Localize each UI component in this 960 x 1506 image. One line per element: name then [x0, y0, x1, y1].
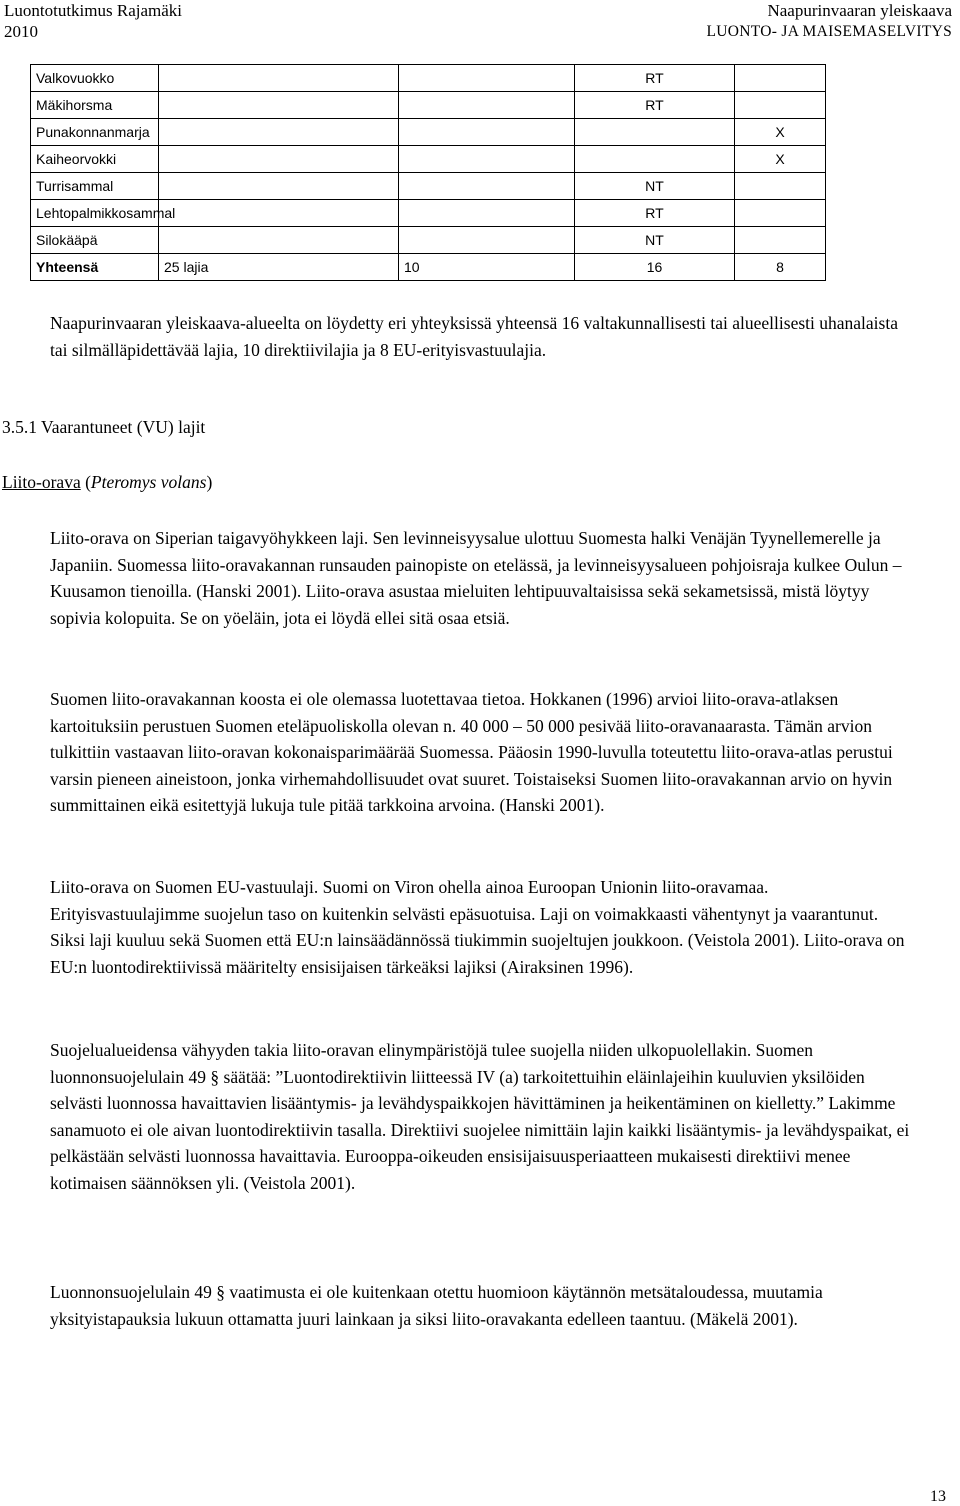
- species-count-cell: [399, 65, 575, 92]
- species-name-cell: Silokääpä: [31, 227, 159, 254]
- summary-text: Naapurinvaaran yleiskaava-alueelta on löydetty eri yhteyksissä yhteensä 16 valtakunnallisesti tai alueellisesti uhanalaista tai silmälläpidettävää lajia, 10 direktiivilajia ja 8 EU-erityisvastuulajia.: [50, 313, 898, 360]
- species-count-cell: [399, 200, 575, 227]
- table-row: [31, 146, 826, 173]
- total-x: 8: [735, 254, 826, 281]
- total-count: 10: [399, 254, 575, 281]
- species-table: [30, 64, 826, 281]
- header-org: Luontotutkimus Rajamäki: [4, 1, 183, 20]
- table-row: [31, 119, 826, 146]
- page-number: 13: [930, 1488, 946, 1505]
- species-count-cell: [399, 227, 575, 254]
- paragraph-4: Suojelualueidensa vähyyden takia liito-oravan elinympäristöjä tulee suojella niiden ulkopuolellakin. Suomen luonnonsuojelulain 49 § säätää: ”Luontodirektiivin liitteessä IV (a) tarkoitettuihin eläinlajeihin kuuluvien yksilöiden selvästi luonnossa havaittavien lisääntymis- ja levähdyspaikkojen hävittäminen ja heikentäminen on kielletty.” Lakimme sanamuoto ei ole aivan luontodirektiivin tasalla. Direktiivi suojelee nimittäin lajin kaikki lisääntymis- ja levähdyspaikat, ei pelkästään selvästi luonnossa havaittavia. Eurooppa-oikeuden ensisijaisuusperiaatteen mukaisesti direktiivi menee kotimaisen säännöksen yli. (Veistola 2001).: [50, 1040, 910, 1193]
- species-extra-cell: [159, 173, 399, 200]
- header-year: 2010: [4, 22, 38, 41]
- species-x-cell: [735, 200, 826, 227]
- species-extra-cell: [159, 146, 399, 173]
- species-extra-cell: [159, 119, 399, 146]
- species-extra-cell: [159, 65, 399, 92]
- header-plan-title: Naapurinvaaran yleiskaava: [767, 1, 952, 20]
- species-count-cell: [399, 146, 575, 173]
- species-x-cell: [735, 173, 826, 200]
- total-status: 16: [575, 254, 735, 281]
- header-report-title: LUONTO- JA MAISEMASELVITYS: [706, 23, 952, 40]
- species-x-cell: X: [735, 146, 826, 173]
- total-label: Yhteensä: [31, 254, 159, 281]
- species-name-cell: Turrisammal: [31, 173, 159, 200]
- species-extra-cell: [159, 92, 399, 119]
- table-row: [31, 92, 826, 119]
- table-row: [31, 65, 826, 92]
- paragraph-5: Luonnonsuojelulain 49 § vaatimusta ei ole kuitenkaan otettu huomioon käytännön metsätaloudessa, muutamia yksityistapauksia lukuun ottamatta juuri lainkaan ja siksi liito-oravakanta edelleen taantuu. (Mäkelä 2001).: [50, 1282, 823, 1329]
- species-x-cell: X: [735, 119, 826, 146]
- page-header-right: [707, 0, 952, 42]
- species-x-cell: [735, 227, 826, 254]
- table-row: [31, 227, 826, 254]
- species-status-cell: NT: [575, 173, 735, 200]
- paragraph-2: Suomen liito-oravakannan koosta ei ole olemassa luotettavaa tietoa. Hokkanen (1996) arvioi liito-orava-atlaksen kartoituksiin perustuen Suomen eteläpuoliskolla olevan n. 40 000 – 50 000 pesivää liito-oravanaarasta. Tämän arvion tulkittiin vastaavan liito-oravan kokonaisparimäärää Suomessa. Pääosin 1990-luvulla toteutettu liito-orava-atlas perustui varsin pieneen aineistoon, jonka virhemahdollisuudet ovat suuret. Toistaiseksi Suomen liito-oravakannan arvio on hyvin summittainen eikä esitettyjä lukuja tule pitää tarkkoina arvoina. (Hanski 2001).: [50, 689, 893, 815]
- paragraph-3: Liito-orava on Suomen EU-vastuulaji. Suomi on Viron ohella ainoa Euroopan Unionin liito-oravamaa. Erityisvastuulajimme suojelun taso on kuitenkin selvästi epäsuotuisa. Laji on voimakkaasti vähentynyt ja vaarantunut. Siksi laji kuuluu sekä Suomen että EU:n lainsäädännössä tiukimmin suojeltujen joukkoon. (Veistola 2001). Liito-orava on EU:n luontodirektiivissä määritelty ensisijaisen tärkeäksi lajiksi (Airaksinen 1996).: [50, 877, 905, 977]
- species-heading: Liito-orava (Pteromys volans): [2, 472, 213, 492]
- species-latin-name: Pteromys volans: [90, 472, 207, 492]
- table-row: [31, 173, 826, 200]
- species-status-cell: [575, 146, 735, 173]
- species-name-cell: Kaiheorvokki: [31, 146, 159, 173]
- species-name-cell: Lehtopalmikkosammal: [31, 200, 159, 227]
- species-x-cell: [735, 65, 826, 92]
- species-count-cell: [399, 173, 575, 200]
- total-lajia: 25 lajia: [159, 254, 399, 281]
- species-count-cell: [399, 119, 575, 146]
- species-x-cell: [735, 92, 826, 119]
- species-name-cell: Mäkihorsma: [31, 92, 159, 119]
- species-count-cell: [399, 92, 575, 119]
- table-row: [31, 200, 826, 227]
- species-common-name: Liito-orava: [2, 472, 81, 492]
- page-header-left: [4, 0, 182, 42]
- species-extra-cell: [159, 227, 399, 254]
- species-name-cell: Valkovuokko: [31, 65, 159, 92]
- species-status-cell: [575, 119, 735, 146]
- section-heading: 3.5.1 Vaarantuneet (VU) lajit: [2, 417, 206, 437]
- species-status-cell: RT: [575, 200, 735, 227]
- table-total-row: [31, 254, 826, 281]
- species-status-cell: NT: [575, 227, 735, 254]
- species-status-cell: RT: [575, 92, 735, 119]
- paragraph-1: Liito-orava on Siperian taigavyöhykkeen laji. Sen levinneisyysalue ulottuu Suomesta halki Venäjän Tyynellemerelle ja Japaniin. Suomessa liito-oravakannan runsauden painopiste on etelässä, ja levinneisyysalueen pohjoisraja kulkee Oulun – Kuusamon tienoilla. (Hanski 2001). Liito-orava asustaa mieluiten lehtipuuvaltaisissa sekä sekametsissä, mistä löytyy sopivia kolopuita. Se on yöeläin, jota ei löydä ellei sitä osaa etsiä.: [50, 528, 902, 628]
- species-extra-cell: [159, 200, 399, 227]
- species-status-cell: RT: [575, 65, 735, 92]
- species-name-cell: Punakonnanmarja: [31, 119, 159, 146]
